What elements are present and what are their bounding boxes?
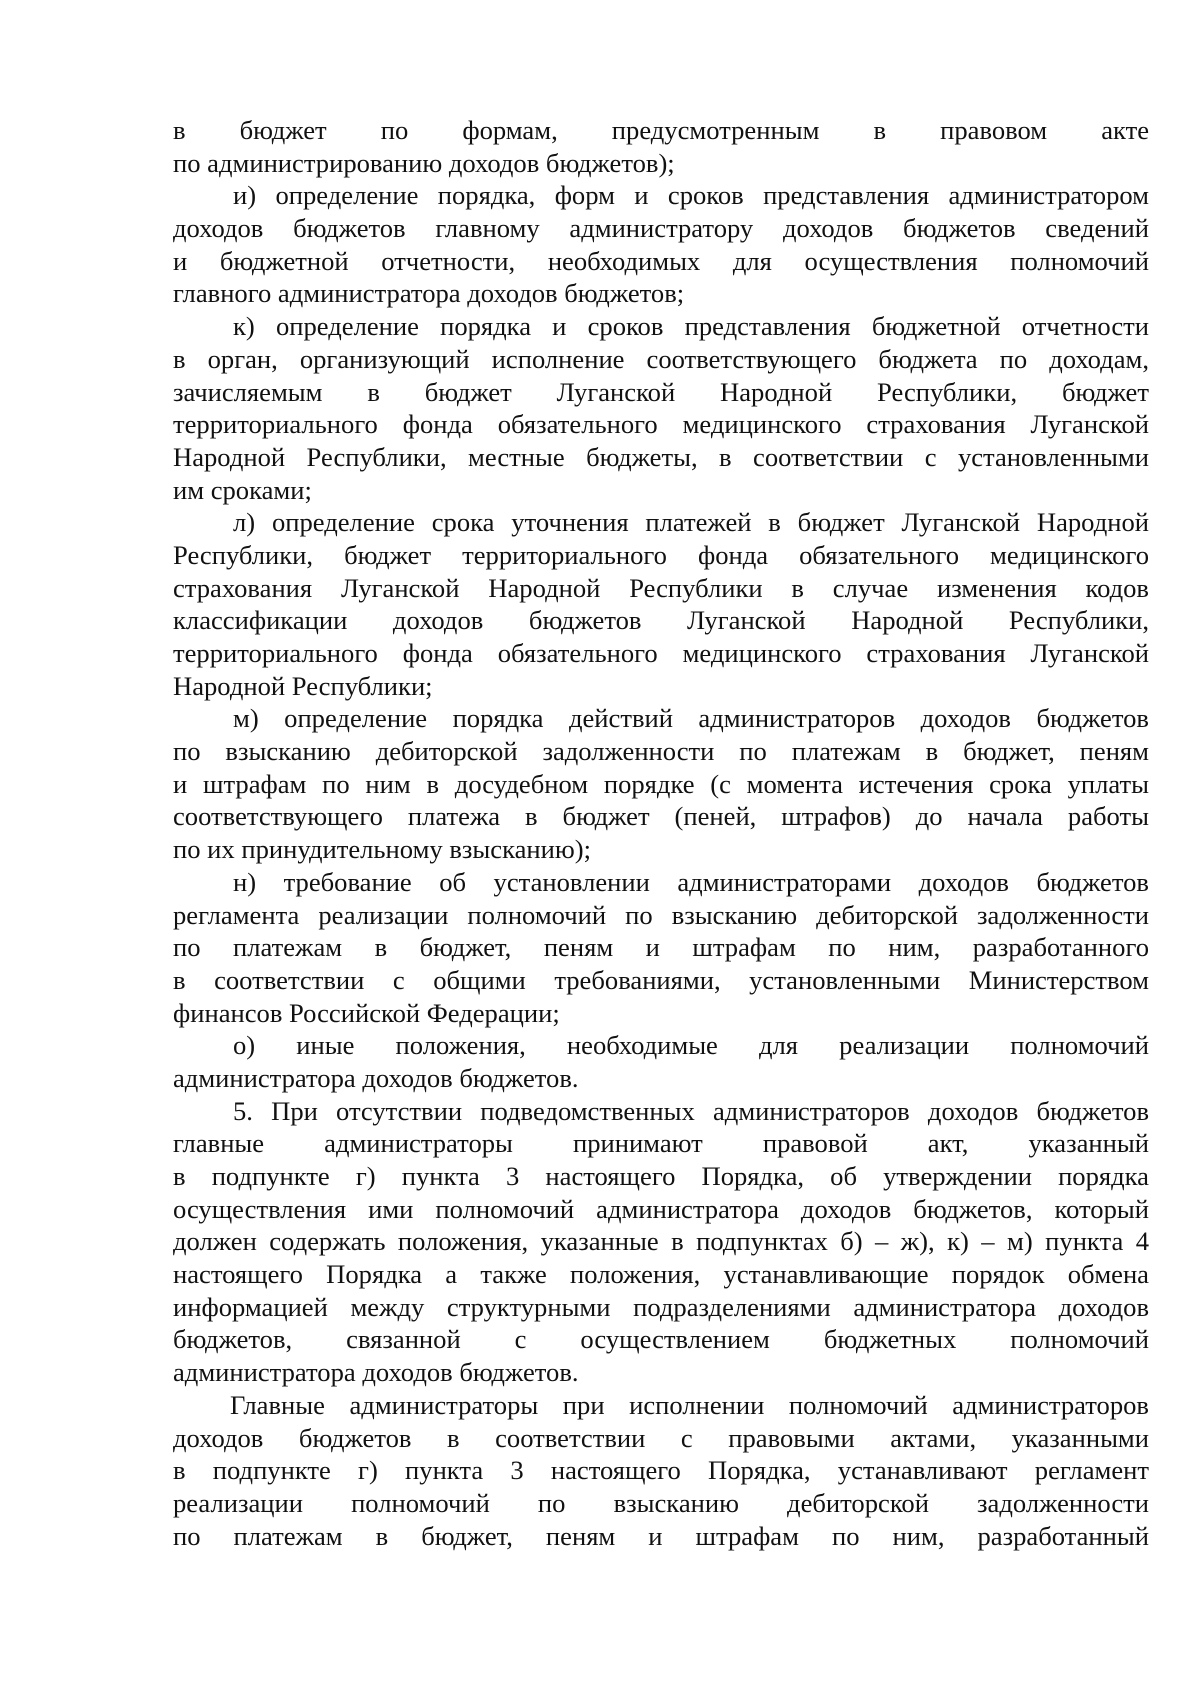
text-line: реализации полномочий по взысканию дебиторской задолженности <box>173 1487 1149 1518</box>
text-line: по взысканию дебиторской задолженности по платежам в бюджет, пеням <box>173 736 1149 767</box>
text-line: главного администратора доходов бюджетов; <box>173 278 685 309</box>
text-line: и бюджетной отчетности, необходимых для осуществления полномочий <box>173 245 1149 276</box>
text-line: в бюджет по формам, предусмотренным в правовом акте <box>173 115 1149 145</box>
text-line: администратора доходов бюджетов. <box>173 1062 579 1093</box>
text-line: соответствующего платежа в бюджет (пеней, штрафов) до начала работы <box>173 801 1149 832</box>
document-page <box>173 114 1149 1552</box>
text-line: и штрафам по ним в досудебном порядке (с момента истечения срока уплаты <box>173 768 1149 799</box>
text-line: по платежам в бюджет, пеням и штрафам по ним, разработанного <box>173 932 1149 963</box>
text-line: осуществления ими полномочий администратора доходов бюджетов, который <box>173 1193 1149 1224</box>
text-line: территориального фонда обязательного медицинского страхования Луганской <box>173 638 1149 668</box>
text-line: бюджетов, связанной с осуществлением бюджетных полномочий <box>173 1324 1149 1355</box>
text-line: финансов Российской Федерации; <box>173 997 560 1028</box>
text-line: им сроками; <box>173 474 312 505</box>
text-line: в подпункте г) пункта 3 настоящего Порядка, об утверждении порядка <box>173 1161 1149 1191</box>
text-line: по платежам в бюджет, пеням и штрафам по ним, разработанный <box>173 1520 1149 1551</box>
text-line: Народной Республики; <box>173 670 433 701</box>
text-line: о) иные положения, необходимые для реализации полномочий <box>233 1030 1149 1061</box>
text-line: Республики, бюджет территориального фонда обязательного медицинского <box>173 539 1149 570</box>
text-line: доходов бюджетов в соответствии с правовыми актами, указанными <box>173 1422 1149 1453</box>
text-line: в орган, организующий исполнение соответствующего бюджета по доходам, <box>173 343 1149 374</box>
text-line: Главные администраторы при исполнении полномочий администраторов <box>230 1389 1149 1420</box>
text-line: доходов бюджетов главному администратору доходов бюджетов сведений <box>173 213 1149 244</box>
text-line: л) определение срока уточнения платежей в бюджет Луганской Народной <box>233 507 1149 538</box>
text-line: настоящего Порядка а также положения, устанавливающие порядок обмена <box>173 1259 1149 1290</box>
text-line: в соответствии с общими требованиями, установленными Министерством <box>173 964 1149 995</box>
text-line: по администрированию доходов бюджетов); <box>173 147 675 178</box>
text-line: н) требование об установлении администраторами доходов бюджетов <box>233 866 1149 897</box>
text-line: территориального фонда обязательного медицинского страхования Луганской <box>173 409 1149 440</box>
text-line: должен содержать положения, указанные в подпунктах б) – ж), к) – м) пункта 4 <box>173 1226 1149 1257</box>
text-line: Народной Республики, местные бюджеты, в соответствии с установленными <box>173 441 1149 472</box>
text-line: зачисляемым в бюджет Луганской Народной Республики, бюджет <box>173 376 1149 407</box>
text-line: информацией между структурными подразделениями администратора доходов <box>173 1291 1149 1322</box>
text-line: к) определение порядка и сроков представления бюджетной отчетности <box>233 311 1149 342</box>
text-line: м) определение порядка действий администраторов доходов бюджетов <box>233 703 1149 734</box>
text-line: главные администраторы принимают правовой акт, указанный <box>173 1128 1149 1159</box>
text-line: страхования Луганской Народной Республики в случае изменения кодов <box>173 572 1149 603</box>
text-line: и) определение порядка, форм и сроков представления администратором <box>233 180 1149 211</box>
text-line: классификации доходов бюджетов Луганской Народной Республики, <box>173 605 1149 636</box>
text-line: регламента реализации полномочий по взысканию дебиторской задолженности <box>173 899 1149 930</box>
text-line: 5. При отсутствии подведомственных администраторов доходов бюджетов <box>233 1095 1149 1126</box>
text-line: по их принудительному взысканию); <box>173 834 591 865</box>
text-line: администратора доходов бюджетов. <box>173 1357 579 1388</box>
text-line: в подпункте г) пункта 3 настоящего Порядка, устанавливают регламент <box>173 1455 1149 1486</box>
